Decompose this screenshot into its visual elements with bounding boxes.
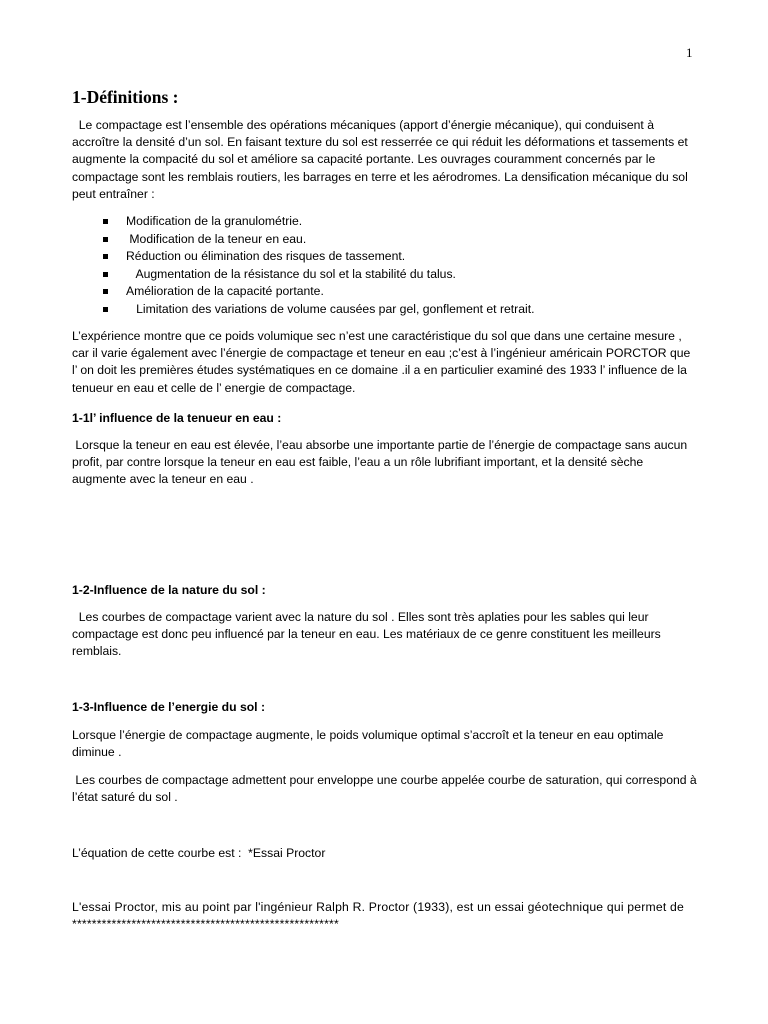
square-bullet-icon <box>103 272 108 277</box>
square-bullet-icon <box>103 307 108 312</box>
intro-paragraph: Le compactage est l’ensemble des opérations mécaniques (apport d’énergie mécanique), qui conduisent à accroître la densité d’un sol. En faisant texture du sol est resserrée ce qui réduit les déformations et tassements et augmente la compacité du sol et améliore sa capacité portante. Les ouvrages couramment concernés par le compactage sont les remblais routiers, les barrages en terre et les aérodromes. La densification mécanique du sol peut entraîner : <box>72 118 692 201</box>
section-title-definitions: 1-Définitions : <box>72 87 179 107</box>
square-bullet-icon <box>103 237 108 242</box>
page-number: 1 <box>686 45 693 60</box>
section-heading-1-2: 1-2-Influence de la nature du sol : <box>72 583 266 597</box>
square-bullet-icon <box>103 219 108 224</box>
bullet-item: Réduction ou élimination des risques de tassement. <box>72 248 672 266</box>
square-bullet-icon <box>103 254 108 259</box>
bullet-item: Modification de la granulométrie. <box>72 213 672 231</box>
experience-paragraph: L’expérience montre que ce poids volumique sec n’est une caractéristique du sol que dans une certaine mesure , car il varie également avec l’énergie de compactage et teneur en eau ;c’est à l’ingénieur américain PORCTOR que l’ on doit les premières études systématiques en ce domaine .il a en particulier examiné des 1933 l’ influence de la tenueur en eau et celle de l’ energie de compactage. <box>72 329 691 395</box>
section-1-3-paragraph-1: Lorsque l’énergie de compactage augmente, le poids volumique optimal s’accroît et la teneur en eau optimale diminue . <box>72 728 664 760</box>
section-heading-1-3: 1-3-Influence de l’energie du sol : <box>72 700 266 714</box>
section-1-1-paragraph: Lorsque la teneur en eau est élevée, l’eau absorbe une importante partie de l’énergie de compactage sans aucun profit, par contre lorsque la teneur en eau est faible, l’eau a un rôle lubrifiant important, et la densité sèche augmente avec la teneur en eau . <box>72 438 691 487</box>
bullet-item: Augmentation de la résistance du sol et la stabilité du talus. <box>72 266 672 284</box>
effects-bullet-list <box>72 213 672 319</box>
square-bullet-icon <box>103 289 108 294</box>
section-1-2-paragraph: Les courbes de compactage varient avec la nature du sol . Elles sont très aplaties pour les sables qui leur compactage est donc peu influencé par la teneur en eau. Les matériaux de ce genre constituent les meilleurs remblais. <box>72 610 665 659</box>
bullet-item: Amélioration de la capacité portante. <box>72 283 672 301</box>
bullet-item: Modification de la teneur en eau. <box>72 231 672 249</box>
proctor-paragraph: L'essai Proctor, mis au point par l'ingénieur Ralph R. Proctor (1933), est un essai géotechnique qui permet de ****************************************************** <box>72 900 684 932</box>
equation-line: L’équation de cette courbe est : *Essai Proctor <box>72 846 326 860</box>
section-1-3-paragraph-2: Les courbes de compactage admettent pour enveloppe une courbe appelée courbe de saturation, qui correspond à l’état saturé du sol . <box>72 773 701 805</box>
section-heading-1-1: 1-1l’ influence de la tenueur en eau : <box>72 411 282 425</box>
bullet-item: Limitation des variations de volume causées par gel, gonflement et retrait. <box>72 301 672 319</box>
